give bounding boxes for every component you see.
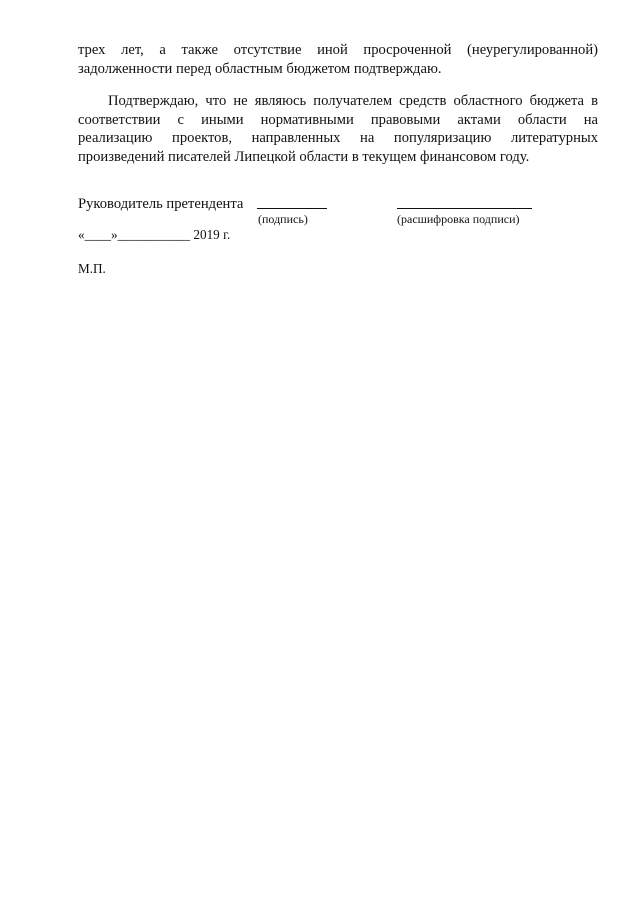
- signature-underline: [257, 208, 327, 209]
- signature-transcript-caption: (расшифровка подписи): [397, 212, 520, 226]
- text-line: трех лет, а также отсутствие иной просроченной (неурегулированной): [78, 42, 598, 58]
- signature-transcript-underline: [397, 208, 532, 209]
- text-line: произведений писателей Липецкой области в текущем финансовом году.: [78, 148, 530, 165]
- text-line: соответствии с иными нормативными правовыми актами области на: [78, 111, 598, 128]
- paragraph-continuation: [78, 41, 598, 78]
- signature-label: Руководитель претендента: [78, 196, 244, 212]
- signature-caption: (подпись): [258, 212, 308, 226]
- text-line: Подтверждаю, что не являюсь получателем средств областного бюджета в: [108, 93, 598, 109]
- date-line: «____»___________ 2019 г.: [78, 227, 231, 242]
- text-line: реализацию проектов, направленных на популяризацию литературных: [78, 130, 598, 146]
- paragraph-confirmation: [78, 92, 598, 166]
- stamp-placeholder: М.П.: [78, 261, 106, 276]
- text-line: задолженности перед областным бюджетом подтверждаю.: [78, 60, 442, 77]
